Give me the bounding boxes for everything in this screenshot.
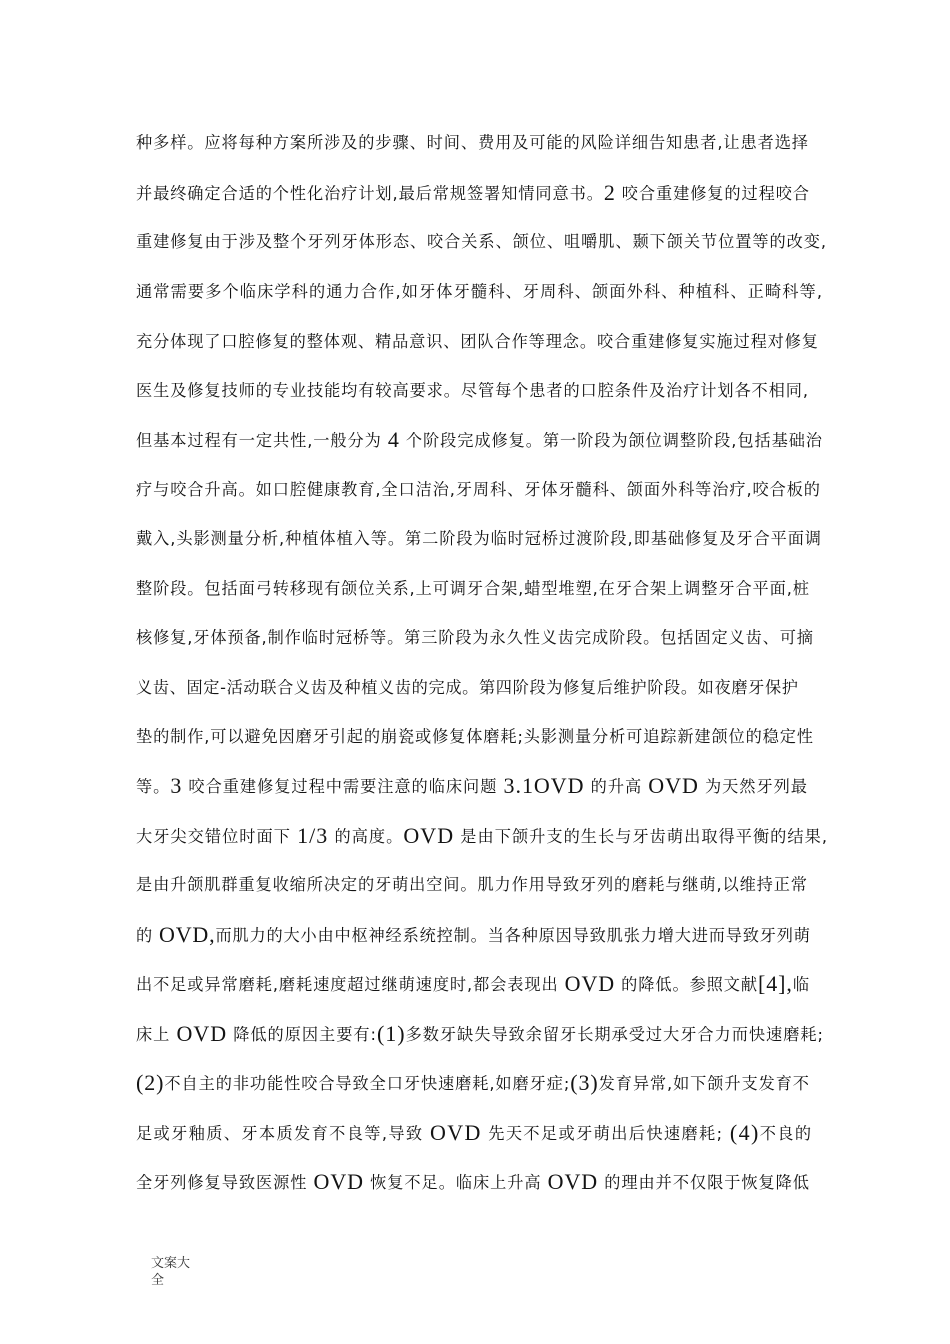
text-line <box>136 1170 826 1195</box>
text-run: 咬合重建修复过程中需要注意的临床问题 <box>182 777 504 796</box>
text-run: 个阶段完成修复。第一阶段为颌位调整阶段,包括基础治 <box>399 431 823 450</box>
text-line <box>136 527 826 551</box>
text-run: 医生及修复技师的专业技能均有较高要求。尽管每个患者的口腔条件及治疗计划各不相同, <box>136 381 809 400</box>
text-line <box>136 725 826 749</box>
text-run: 临 <box>792 975 810 994</box>
text-run: 重建修复由于涉及整个牙列牙体形态、咬合关系、颌位、咀嚼肌、颞下颌关节位置等的改变, <box>136 232 827 251</box>
text-line <box>136 873 826 897</box>
text-run: 不良的 <box>759 1124 813 1143</box>
text-run: 而肌力的大小由中枢神经系统控制。当各种原因导致肌张力增大进而导致牙列萌 <box>215 926 811 945</box>
text-line <box>136 923 826 948</box>
text-line <box>136 626 826 650</box>
text-run: 先天不足或牙萌出后快速磨耗; <box>481 1124 730 1143</box>
text-run: 的 <box>136 926 159 945</box>
text-run: 义齿、固定-活动联合义齿及种植义齿的完成。第四阶段为修复后维护阶段。如夜磨牙保护 <box>136 678 799 697</box>
text-run: 大牙尖交错位时面下 <box>136 827 298 846</box>
text-line <box>136 181 826 206</box>
text-line <box>136 478 826 502</box>
western-text-run: OVD <box>313 1169 365 1194</box>
western-text-run: 3.1OVD <box>503 773 585 798</box>
text-run: 不自主的非功能性咬合导致全口牙快速磨耗,如磨牙症; <box>164 1074 571 1093</box>
text-line <box>136 131 826 155</box>
text-run: 通常需要多个临床学科的通力合作,如牙体牙髓科、牙周科、颌面外科、种植科、正畸科等, <box>136 282 824 301</box>
text-line <box>136 1121 826 1146</box>
text-run: 充分体现了口腔修复的整体观、精品意识、团队合作等理念。咬合重建修复实施过程对修复 <box>136 332 819 351</box>
text-line <box>136 972 826 997</box>
text-line <box>136 330 826 354</box>
text-run: 恢复不足。临床上升高 <box>364 1173 548 1192</box>
western-text-run: OVD <box>547 1169 599 1194</box>
text-run: 并最终确定合适的个性化治疗计划,最后常规签署知情同意书。 <box>136 184 604 203</box>
western-text-run: OVD <box>648 773 699 798</box>
text-run: 多数牙缺失导致余留牙长期承受过大牙合力而快速磨耗; <box>405 1025 824 1044</box>
text-line <box>136 428 826 453</box>
text-line <box>136 823 829 849</box>
text-run: 是由升颌肌群重复收缩所决定的牙萌出空间。肌力作用导致牙列的磨耗与继萌,以维持正常 <box>136 875 808 894</box>
western-text-run: OVD <box>564 971 616 996</box>
page-footer: 文案大全 <box>151 1256 191 1288</box>
text-run: 发育异常,如下颌升支发育不 <box>598 1074 810 1093</box>
text-run: 足或牙釉质、牙本质发育不良等,导致 <box>136 1124 430 1143</box>
text-run: 的升高 <box>584 777 649 796</box>
text-run: 的降低。参照文献 <box>615 975 758 994</box>
western-text-run: OVD <box>430 1120 482 1145</box>
text-line <box>136 1071 826 1096</box>
text-line <box>136 230 826 254</box>
western-text-run: 1/3 <box>297 823 329 848</box>
text-run: 种多样。应将每种方案所涉及的步骤、时间、费用及可能的风险详细告知患者,让患者选择 <box>136 133 809 152</box>
text-run: 等。 <box>136 777 171 796</box>
text-run: 降低的原因主要有: <box>227 1025 377 1044</box>
text-run: 疗与咬合升高。如口腔健康教育,全口洁治,牙周科、牙体牙髓科、颌面外科等治疗,咬合板的 <box>136 480 821 499</box>
text-run: 为天然牙列最 <box>698 777 808 796</box>
western-text-run: [4], <box>757 971 793 996</box>
text-run: 整阶段。包括面弓转移现有颌位关系,上可调牙合架,蜡型堆塑,在牙合架上调整牙合平面,桩 <box>136 579 810 598</box>
text-run: 戴入,头影测量分析,种植体植入等。第二阶段为临时冠桥过渡阶段,即基础修复及牙合平面调 <box>136 529 822 548</box>
western-text-run: 3 <box>170 773 183 798</box>
text-line <box>136 774 826 799</box>
text-run: 的理由并不仅限于恢复降低 <box>598 1173 810 1192</box>
text-run: 垫的制作,可以避免因磨牙引起的崩瓷或修复体磨耗;头影测量分析可追踪新建颌位的稳定性 <box>136 727 814 746</box>
text-run: 核修复,牙体预备,制作临时冠桥等。第三阶段为永久性义齿完成阶段。包括固定义齿、可摘 <box>136 628 814 647</box>
text-run: 但基本过程有一定共性,一般分为 <box>136 431 388 450</box>
text-line <box>136 676 826 700</box>
text-run: 床上 <box>136 1025 177 1044</box>
text-run: 是由下颌升支的生长与牙齿萌出取得平衡的结果, <box>454 827 829 846</box>
western-text-run: 2 <box>603 180 616 205</box>
western-text-run: (2) <box>136 1070 165 1095</box>
western-text-run: OVD <box>403 823 455 848</box>
western-text-run: 4 <box>387 427 400 452</box>
text-run: 的高度。 <box>328 827 404 846</box>
western-text-run: OVD, <box>158 922 216 947</box>
text-line <box>136 280 826 304</box>
text-line <box>136 1022 826 1047</box>
western-text-run: (1) <box>376 1021 406 1046</box>
text-run: 全牙列修复导致医源性 <box>136 1173 314 1192</box>
western-text-run: (3) <box>570 1070 599 1095</box>
text-line <box>136 379 826 403</box>
text-run: 出不足或异常磨耗,磨耗速度超过继萌速度时,都会表现出 <box>136 975 565 994</box>
text-run: 咬合重建修复的过程咬合 <box>615 184 810 203</box>
western-text-run: (4) <box>729 1120 760 1145</box>
western-text-run: OVD <box>176 1021 228 1046</box>
text-line <box>136 577 826 601</box>
